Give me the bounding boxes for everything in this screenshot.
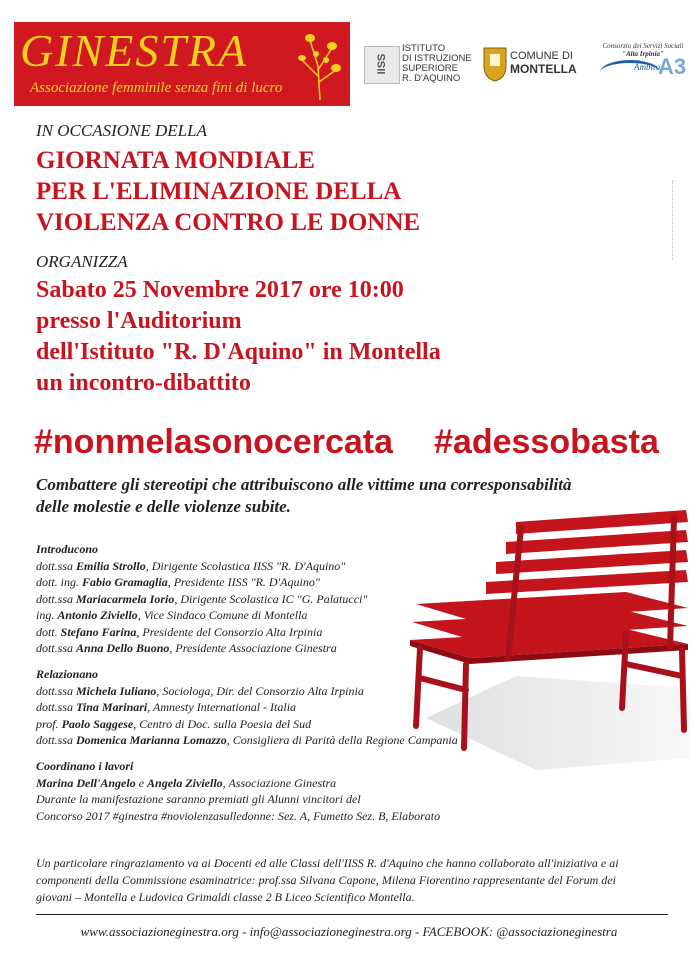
hashtag-nonmelasonocercata: #nonmelasonocercata (34, 423, 394, 461)
comune-name: COMUNE DI MONTELLA (510, 50, 577, 76)
relazionano-section (36, 666, 458, 749)
speaker-line: dott.ssa Mariacarmela Iorio, Dirigente Scolastica IC "G. Palatucci" (36, 591, 368, 606)
subtitle: Combattere gli stereotipi che attribuiscono alle vittime una corresponsabilità delle molestie e delle violenze subite. (36, 475, 572, 516)
coordinano-section (36, 758, 440, 824)
award-line: Durante la manifestazione saranno premiati gli Alunni vincitori del (36, 792, 361, 806)
event-details: Sabato 25 Novembre 2017 ore 10:00 presso l'Auditorium dell'Istituto "R. D'Aquino" in Montella un incontro-dibattito (36, 277, 441, 396)
thanks-paragraph: Un particolare ringraziamento va ai Docenti ed alle Classi dell'IISS R. d'Aquino che hanno collaborato all'iniziativa e ai componenti della Commissione esaminatrice: prof.ssa Silvana Capone, Milena Fiorentino rappresentante del Forum dei giovani – Montella e Ludovica Grimaldi classe 2 B Liceo Scientifico Montella. (36, 856, 619, 904)
speaker-line: prof. Paolo Saggese, Centro di Doc. sulla Poesia del Sud (36, 716, 312, 731)
ginestra-flower-icon (292, 26, 348, 102)
introducono-section (36, 541, 367, 657)
speaker-line: dott. ing. Fabio Gramaglia, Presidente IISS "R. D'Aquino" (36, 575, 320, 589)
consorzio-logo: Consorzio dei Servizi Sociali "Alta Irpinia" Ambito A3 (596, 42, 690, 92)
introducono-heading: Introducono (36, 542, 99, 556)
speaker-line: dott.ssa Michela Iuliano, Sociologa, Dir. del Consorzio Alta Irpinia (36, 683, 364, 698)
intro-occasion: IN OCCASIONE DELLA (36, 121, 207, 140)
award-line: Concorso 2017 #ginestra #noviolenzasulledonne: Sez. A, Fumetto Sez. B, Elaborato (36, 808, 441, 823)
speaker-line: dott.ssa Tina Marinari, Amnesty International - Italia (36, 700, 297, 714)
speaker-line: dott. Stefano Farina, Presidente del Consorzio Alta Irpinia (36, 624, 323, 639)
speaker-line: dott.ssa Anna Dello Buono, Presidente Associazione Ginestra (36, 641, 337, 655)
coordinano-heading: Coordinano i lavori (36, 759, 134, 773)
ginestra-logo-title: GINESTRA (20, 25, 249, 76)
speaker-line: ing. Antonio Ziviello, Vice Sindaco Comune di Montella (36, 608, 308, 622)
hashtag-adessobasta: #adessobasta (434, 423, 659, 461)
relazionano-heading: Relazionano (36, 667, 99, 681)
coordinator-line: Marina Dell'Angelo e Angela Ziviello, Associazione Ginestra (36, 775, 337, 790)
iiss-name: ISTITUTO DI ISTRUZIONE SUPERIORE R. D'AQUINO (402, 43, 472, 84)
iiss-logo: IISS (364, 46, 400, 84)
speaker-line: dott.ssa Emilia Strollo, Dirigente Scolastica IISS "R. D'Aquino" (36, 558, 346, 573)
footer-divider (36, 914, 668, 915)
ginestra-logo-subtitle: Associazione femminile senza fini di lucro (30, 80, 283, 96)
event-title: GIORNATA MONDIALE PER L'ELIMINAZIONE DELLA VIOLENZA CONTRO LE DONNE (36, 147, 421, 236)
organizza-label: ORGANIZZA (36, 252, 128, 271)
footer-contacts[interactable]: www.associazioneginestra.org - info@associazioneginestra.org - FACEBOOK: @associazioneginestra (80, 924, 618, 939)
comune-crest-icon (482, 44, 508, 82)
printer-mark (672, 180, 679, 260)
speaker-line: dott.ssa Domenica Marianna Lomazzo, Consigliera di Parità della Regione Campania (36, 733, 458, 747)
